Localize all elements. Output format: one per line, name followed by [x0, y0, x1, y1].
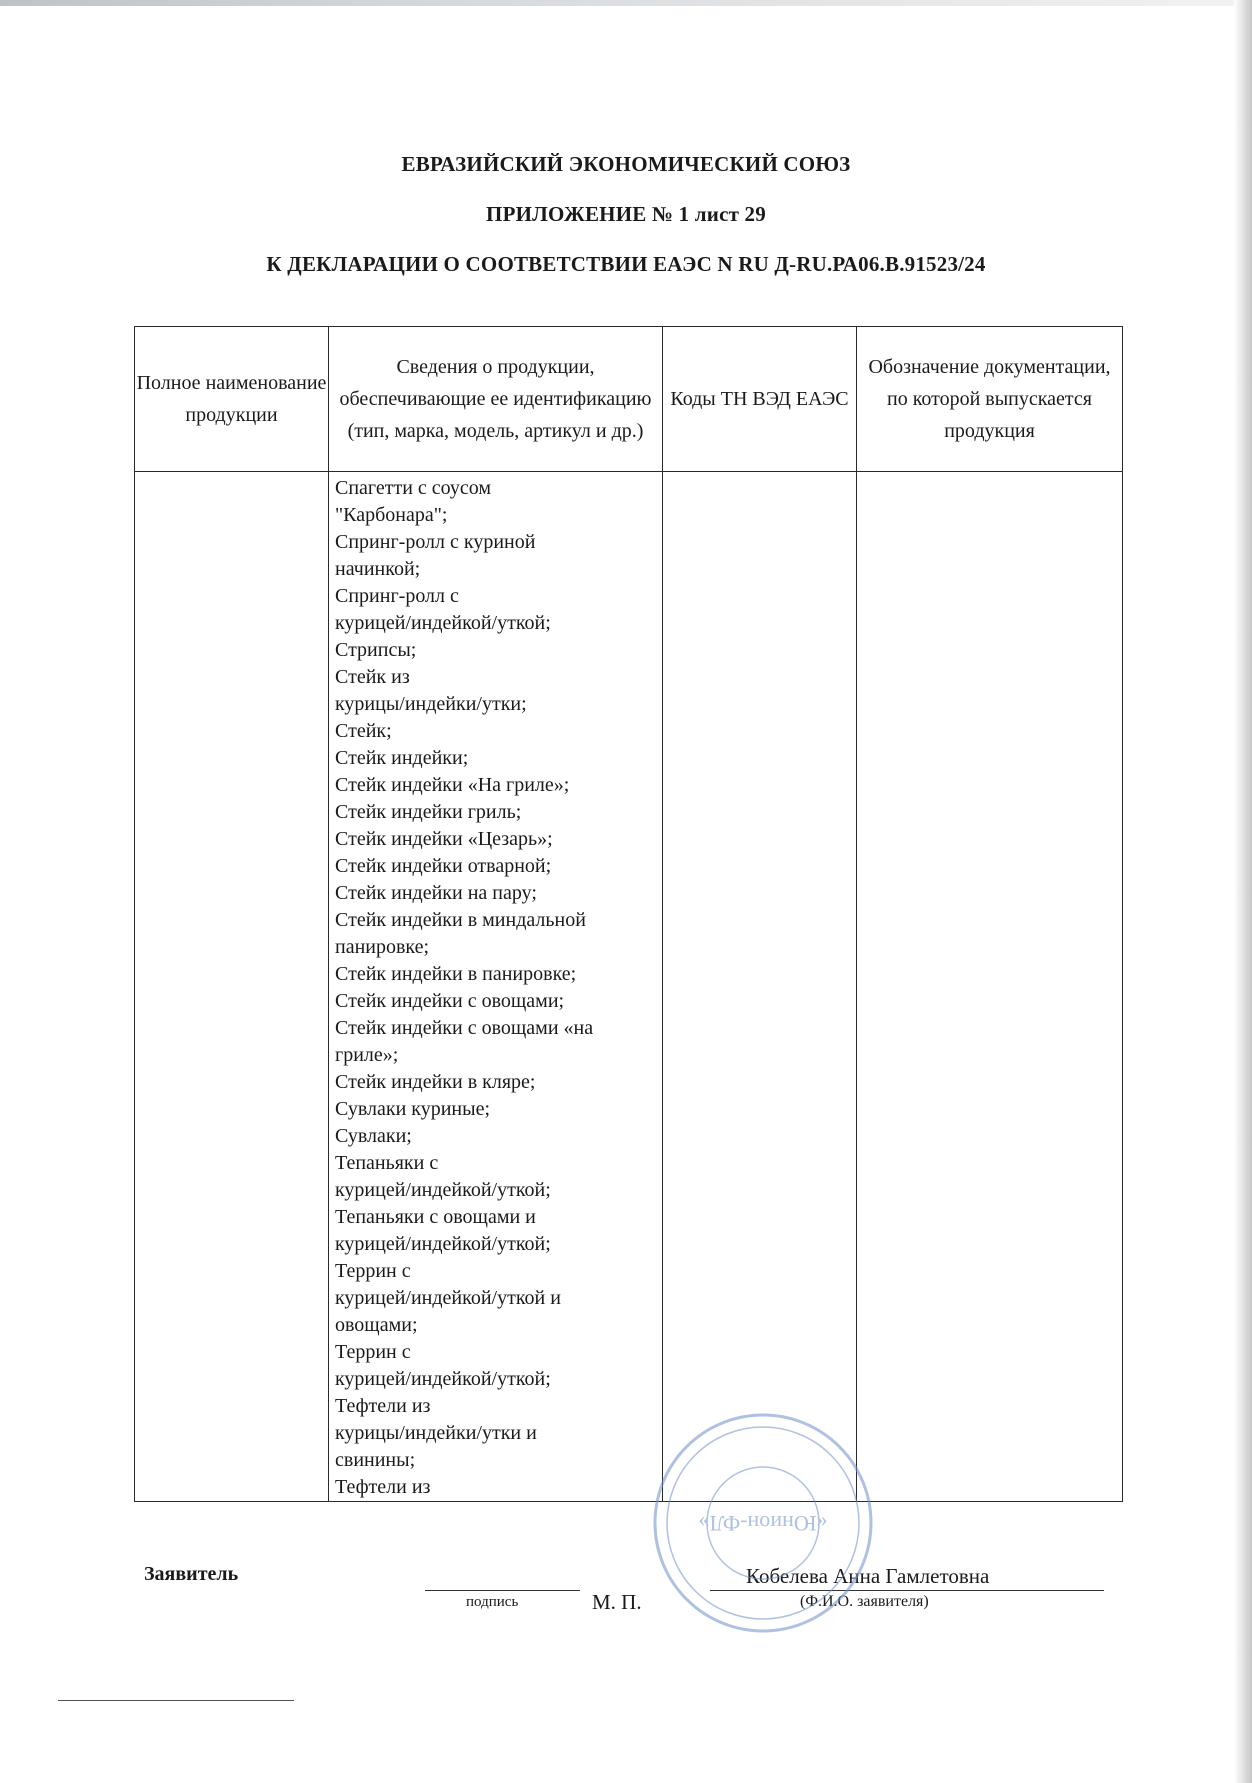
- table-row: [135, 472, 1123, 1502]
- stamp-center-text: «Юнион-ФЛ»: [698, 1511, 828, 1536]
- signature-caption: подпись: [466, 1594, 519, 1610]
- signature-line: [425, 1590, 580, 1591]
- list-item: Стейк;: [335, 720, 392, 742]
- list-item: Стейк индейки в кляре;: [335, 1071, 536, 1093]
- list-item: Стейк индейки в миндальной: [335, 909, 586, 931]
- name-caption: (Ф.И.О. заявителя): [800, 1593, 929, 1610]
- list-item: Сувлаки;: [335, 1125, 412, 1147]
- header-documentation: Обозначение документации, по которой выпускается продукция: [857, 327, 1123, 472]
- list-item: Стейк индейки «На гриле»;: [335, 774, 570, 796]
- list-item: Стейк из: [335, 666, 410, 688]
- list-item: овощами;: [335, 1314, 418, 1336]
- list-item: курицей/индейкой/уткой;: [335, 1233, 551, 1255]
- list-item: Сувлаки куриные;: [335, 1098, 491, 1120]
- list-item: гриле»;: [335, 1044, 399, 1066]
- cell-tn-ved-codes: [663, 472, 857, 1502]
- union-title: ЕВРАЗИЙСКИЙ ЭКОНОМИЧЕСКИЙ СОЮЗ: [401, 152, 851, 176]
- list-item: Тефтели из: [335, 1395, 431, 1417]
- list-item: Спринг-ролл с куриной: [335, 531, 536, 553]
- appendix-title: ПРИЛОЖЕНИЕ № 1 лист 29: [486, 202, 766, 226]
- list-item: Спагетти с соусом: [335, 477, 492, 499]
- list-item: Стейк индейки отварной;: [335, 855, 552, 877]
- cell-full-name: [135, 472, 329, 1502]
- applicant-label: Заявитель: [144, 1563, 239, 1585]
- list-item: начинкой;: [335, 558, 421, 580]
- header-tn-ved-codes: Коды ТН ВЭД ЕАЭС: [663, 327, 857, 472]
- cell-documentation: [857, 472, 1123, 1502]
- seal-place-label: М. П.: [592, 1590, 642, 1614]
- list-item: Спринг-ролл с: [335, 585, 459, 607]
- declaration-title: К ДЕКЛАРАЦИИ О СООТВЕТСТВИИ ЕАЭС N RU Д-RU.РА06.В.91523/24: [266, 252, 986, 276]
- header-full-name: Полное наименование продукции: [135, 327, 329, 472]
- list-item: Стейк индейки;: [335, 747, 469, 769]
- applicant-name: Кобелева Анна Гамлетовна: [746, 1564, 990, 1588]
- product-items-list: [329, 472, 662, 1501]
- footnote-separator: [58, 1700, 294, 1701]
- list-item: курицей/индейкой/уткой;: [335, 1179, 551, 1201]
- list-item: Тефтели из: [335, 1476, 431, 1498]
- list-item: Террин с: [335, 1341, 411, 1363]
- list-item: Террин с: [335, 1260, 411, 1282]
- list-item: Тепаньяки с: [335, 1152, 439, 1174]
- list-item: "Карбонара";: [335, 504, 448, 526]
- list-item: Стейк индейки на пару;: [335, 882, 537, 904]
- list-item: курицы/индейки/утки и: [335, 1422, 537, 1444]
- list-item: Стрипсы;: [335, 639, 417, 661]
- list-item: Стейк индейки гриль;: [335, 801, 522, 823]
- list-item: Стейк индейки в панировке;: [335, 963, 577, 985]
- list-item: Стейк индейки с овощами «на: [335, 1017, 594, 1039]
- scan-edge-top: [0, 0, 1252, 6]
- list-item: курицы/индейки/утки;: [335, 693, 527, 715]
- list-item: Стейк индейки «Цезарь»;: [335, 828, 553, 850]
- list-item: свинины;: [335, 1449, 416, 1471]
- list-item: панировке;: [335, 936, 430, 958]
- list-item: Стейк индейки с овощами;: [335, 990, 565, 1012]
- list-item: Тепаньяки с овощами и: [335, 1206, 536, 1228]
- products-table: [134, 326, 1123, 1502]
- cell-product-info: [329, 472, 663, 1502]
- list-item: курицей/индейкой/уткой и: [335, 1287, 561, 1309]
- table-header-row: [135, 327, 1123, 472]
- list-item: курицей/индейкой/уткой;: [335, 612, 551, 634]
- list-item: курицей/индейкой/уткой;: [335, 1368, 551, 1390]
- company-stamp: [648, 1408, 878, 1638]
- header-product-info: Сведения о продукции, обеспечивающие ее идентификацию (тип, марка, модель, артикул и др.): [329, 327, 663, 472]
